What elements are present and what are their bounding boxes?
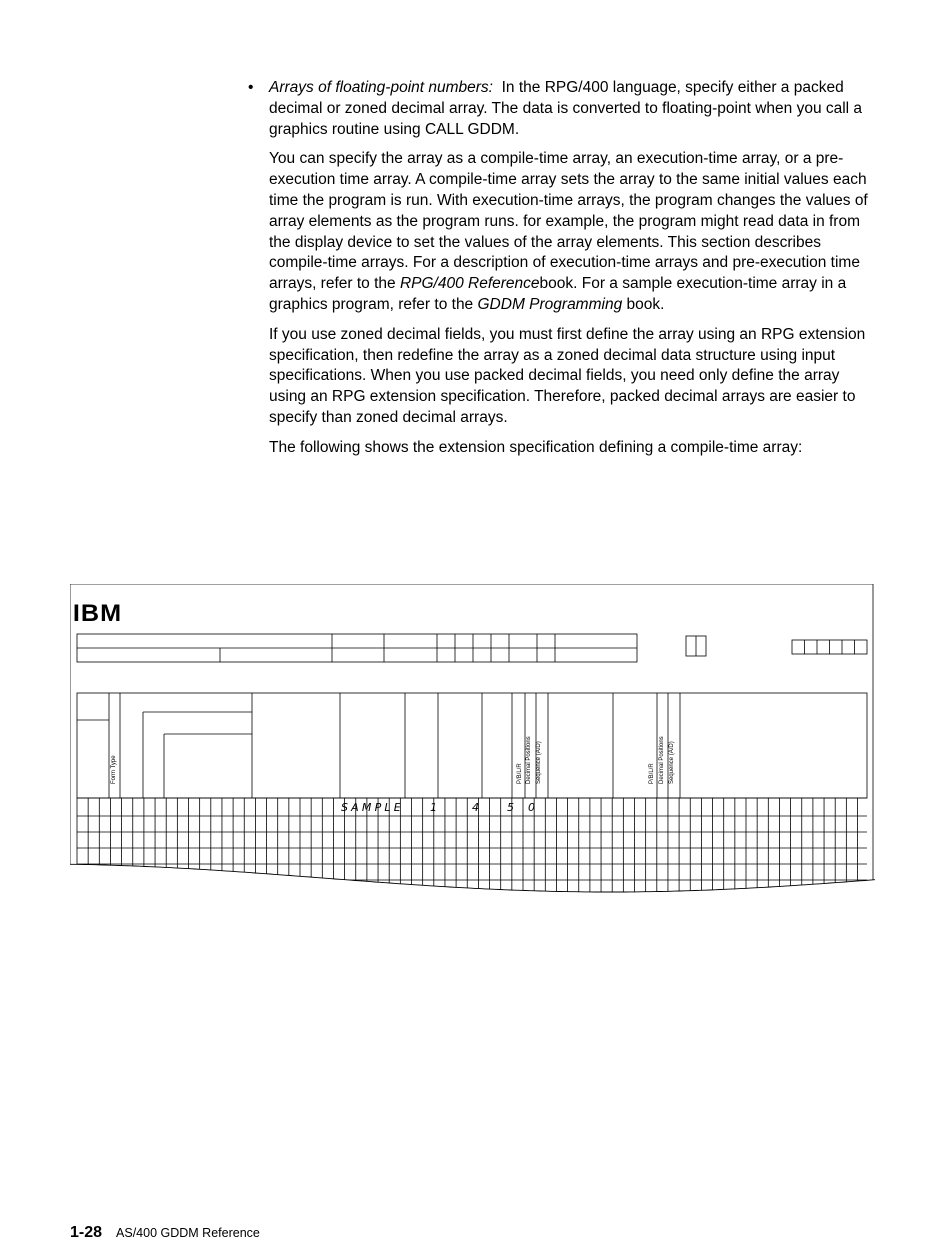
column-header-box	[77, 693, 867, 798]
body-text	[269, 78, 869, 468]
decimal-positions-label-1: Decimal Positions	[526, 736, 532, 784]
entry-entries-per-array: 4	[472, 801, 479, 814]
paragraph-2-part-a: You can specify the array as a compile-time array, an execution-time array, or a pre-execution time array. A compile-time array sets the array to the same initial values each time the program is run. With execution-time arrays, the program changes the values of array elements as the program runs. for example, the program might read data in from the display device to set the values of the array elements. This section describes compile-time arrays. For a description of execution-time arrays and pre-execution time arrays, refer to the	[269, 150, 868, 293]
form-grid	[70, 584, 875, 899]
paragraph-following: The following shows the extension specification defining a compile-time array:	[269, 438, 803, 456]
paragraph-2-part-b: book. For a sample execution-time array in a graphics program, refer to the	[269, 275, 847, 313]
page-number: 1-28	[70, 1224, 103, 1241]
form-type-label: Form Type	[111, 755, 117, 784]
term-arrays-floating-point: Arrays of floating-point numbers:	[269, 79, 493, 96]
reference-rpg400: RPG/400 Reference	[399, 275, 540, 293]
extension-specification-form	[70, 584, 875, 899]
paragraph-floating-point	[269, 78, 869, 140]
page-footer	[70, 1223, 260, 1243]
paragraph-2-part-c: book.	[626, 295, 665, 313]
sequence-label-2: Sequence (A/D)	[669, 741, 675, 784]
paragraph-array-types	[269, 149, 869, 315]
entry-entries-per-record: 1	[430, 801, 437, 814]
torn-edge-mask	[70, 864, 875, 899]
pblr-label-2: P/B/L/R	[649, 763, 655, 784]
book-title: AS/400 GDDM Reference	[116, 1226, 260, 1240]
paragraph-zoned-packed: If you use zoned decimal fields, you must first define the array using an RPG extension specification, then redefine the array as a zoned decimal data structure using input specifications. When you use packed decimal fields, you need only define the array using an RPG extension specification. Therefore, packed decimal arrays are easier to specify than zoned decimal arrays.	[269, 325, 866, 426]
decimal-positions-label-2: Decimal Positions	[659, 736, 665, 784]
ibm-logo: IBM	[72, 600, 123, 627]
list-bullet: •	[248, 79, 254, 96]
paragraph-1-text: In the RPG/400 language, specify either a packed decimal or zoned decimal array. The data is converted to floating-point when you call a graphics routine using CALL GDDM.	[269, 79, 863, 138]
pblr-label-1: P/B/L/R	[517, 763, 523, 784]
entry-decimal-positions: 0	[528, 801, 535, 814]
sequence-label-1: Sequence (A/D)	[536, 741, 542, 784]
reference-gddm-programming: GDDM Programming	[477, 295, 623, 313]
entry-length: 5	[507, 801, 514, 814]
entry-array-name: SAMPLE	[341, 801, 404, 814]
